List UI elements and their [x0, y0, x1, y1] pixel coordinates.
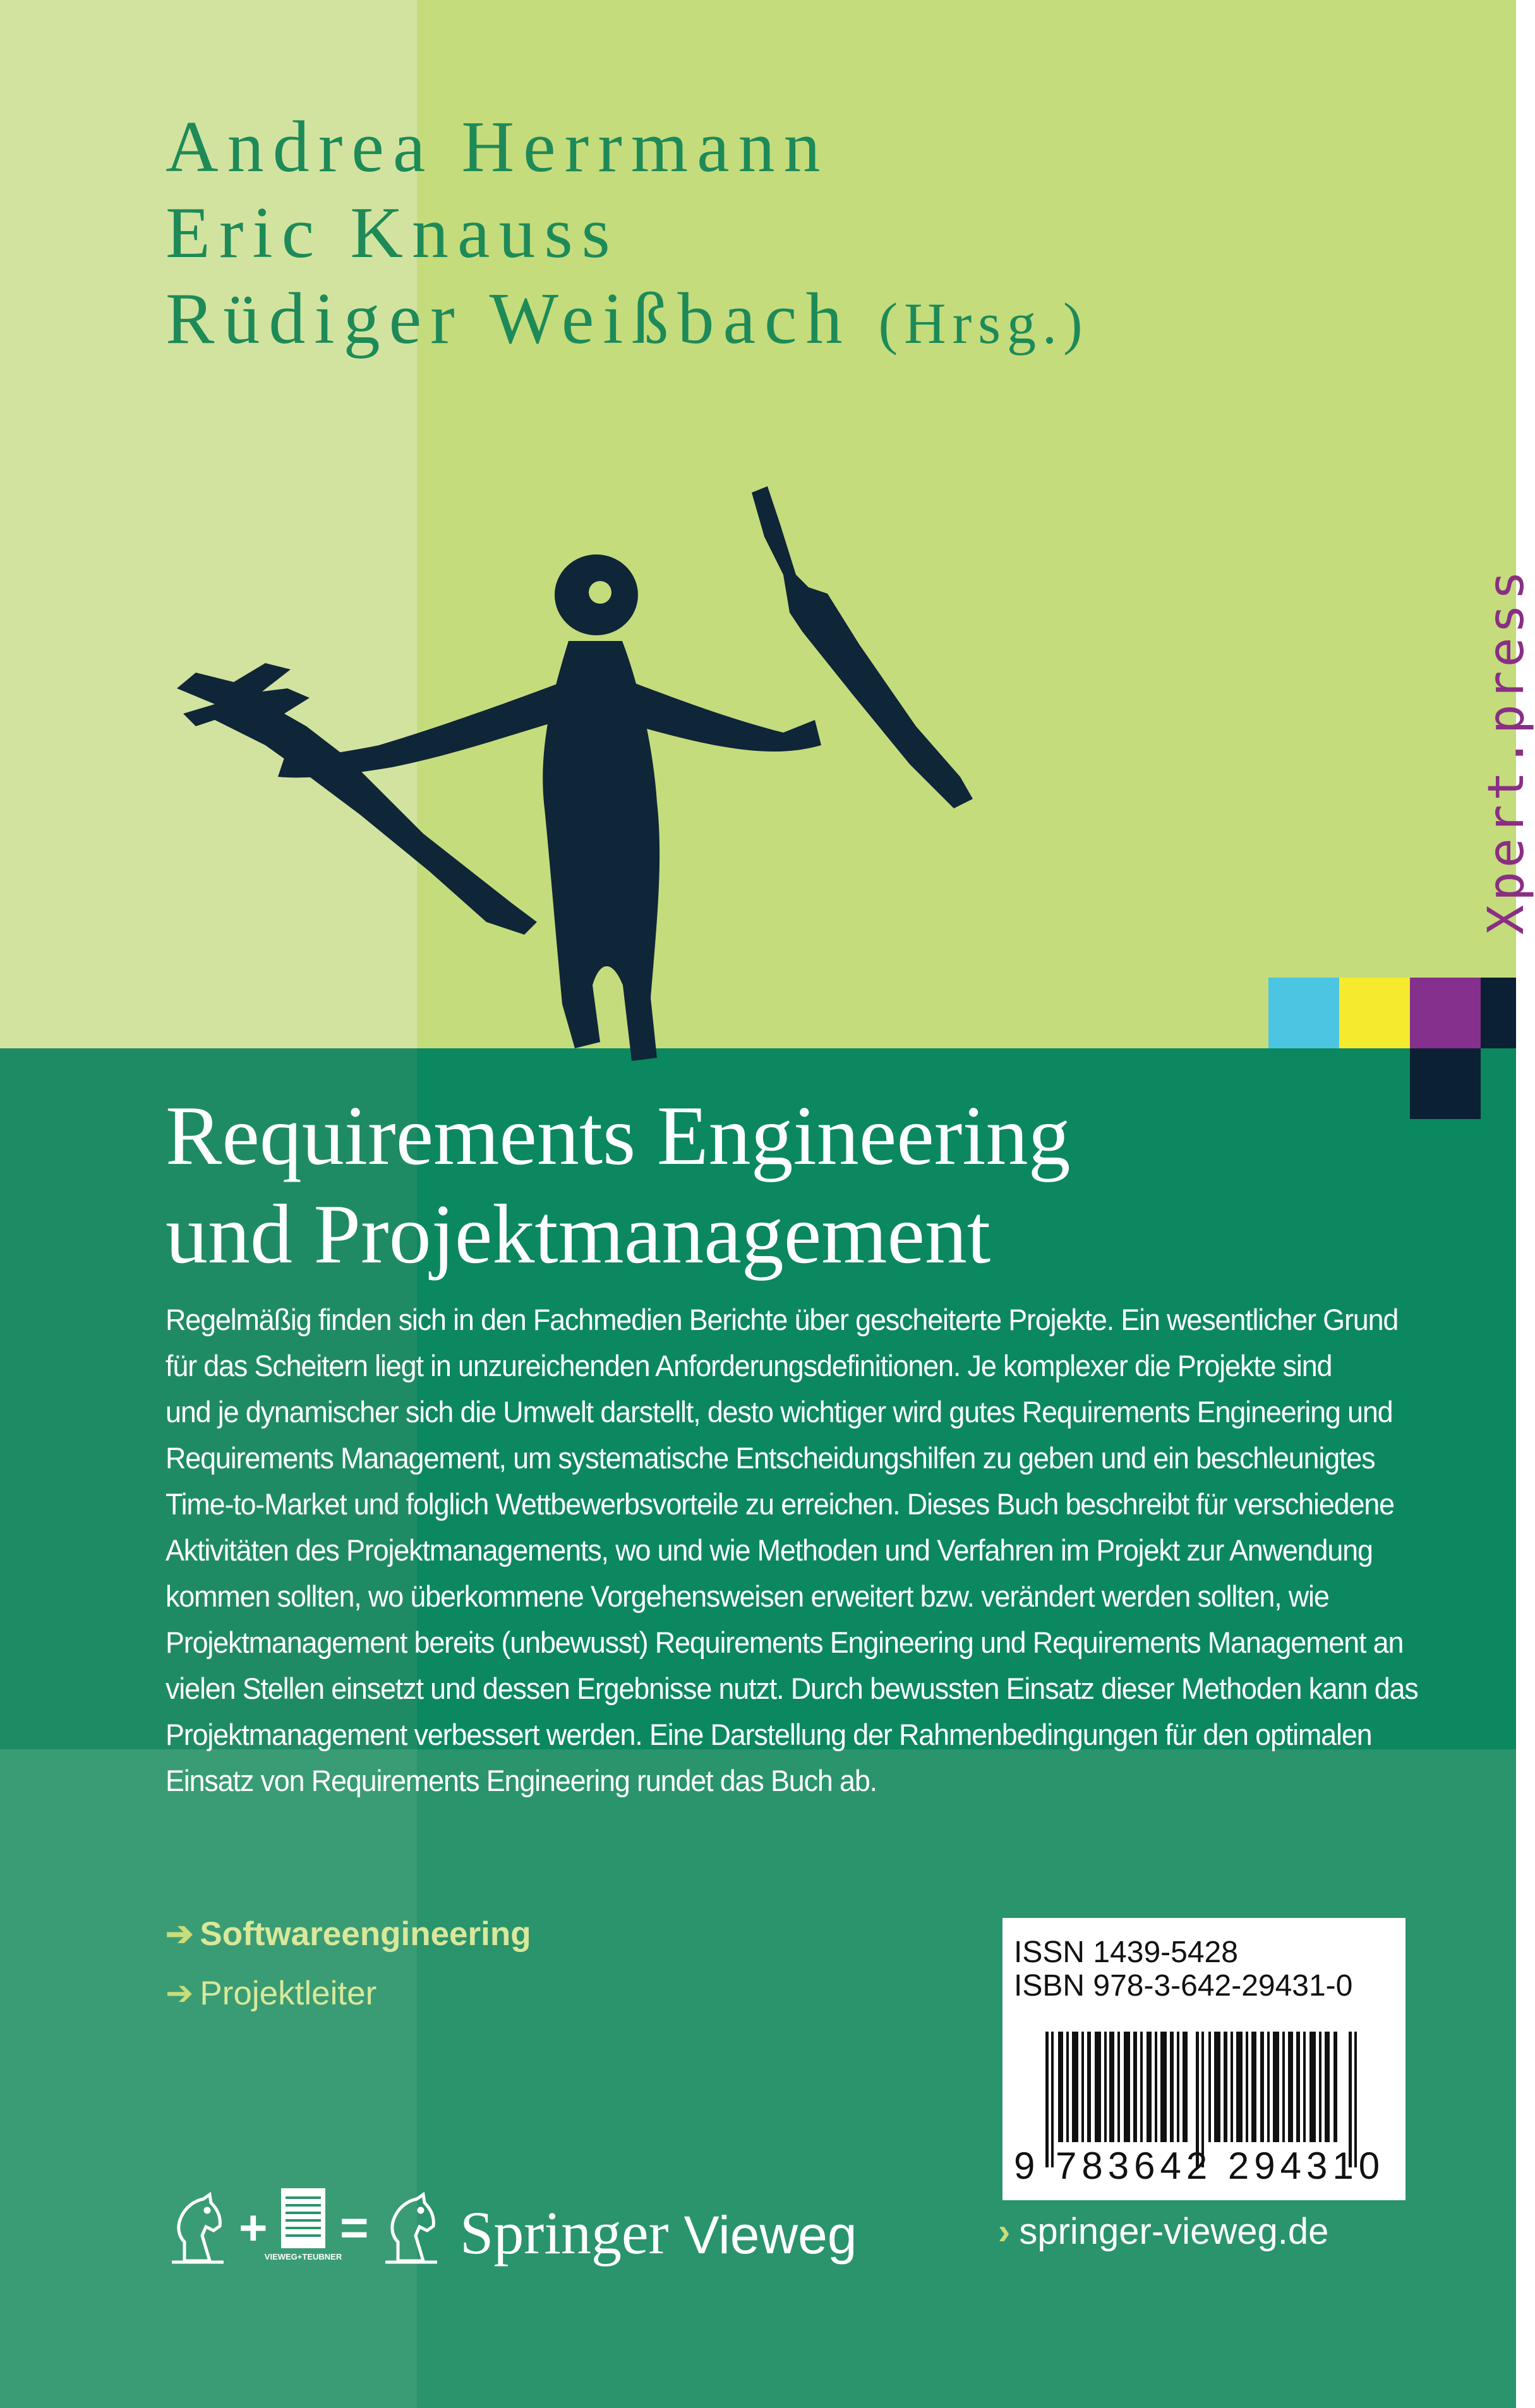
color-square-cyan	[1268, 978, 1339, 1048]
description-line: für das Scheitern liegt in unzureichenden Anforderungsdefinitionen. Je komplexer die Projekte sind	[166, 1349, 1332, 1382]
publisher-url: springer-vieweg.de	[1019, 2211, 1329, 2252]
springer-horse-icon	[379, 2191, 442, 2267]
author-name	[166, 276, 1089, 366]
barcode-panel	[1002, 1918, 1406, 2200]
category-projektleiter	[166, 1974, 376, 2013]
author-name: Andrea Herrmann	[166, 107, 829, 188]
series-label: Xpert.press	[1478, 566, 1535, 935]
category-label: Projektleiter	[200, 1975, 377, 2012]
barcode-number: 9 783642 294310	[1014, 2145, 1385, 2187]
category-label: Softwareengineering	[200, 1915, 531, 1953]
color-square-navy	[1481, 978, 1516, 1048]
description-line: vielen Stellen einsetzt und dessen Ergebnisse nutzt. Durch bewussten Einsatz dieser Methoden kann das	[166, 1672, 1418, 1705]
description-line: kommen sollten, wo überkommene Vorgehensweisen erweitert bzw. verändert werden sollten, wie	[166, 1579, 1329, 1613]
issn-number: ISSN 1439-5428	[1014, 1936, 1238, 1969]
arrow-right-icon: ➔	[166, 1975, 194, 2012]
description-line: Projektmanagement verbessert werden. Eine Darstellung der Rahmenbedingungen für den optimalen	[166, 1718, 1372, 1751]
description-line: Einsatz von Requirements Engineering rundet das Buch ab.	[166, 1764, 877, 1797]
springer-horse-icon	[166, 2191, 229, 2267]
color-square-yellow	[1339, 978, 1410, 1048]
chevron-right-icon: ›	[998, 2211, 1011, 2252]
description-line: Regelmäßig finden sich in den Fachmedien Berichte über gescheiterte Projekte. Ein wesentlicher Grund	[166, 1303, 1399, 1336]
arrow-right-icon: ➔	[166, 1915, 194, 1953]
plus-sign: +	[239, 2200, 268, 2255]
isbn-number: ISBN 978-3-642-29431-0	[1014, 1969, 1353, 2003]
petroglyph-figure-illustration	[158, 480, 1004, 1074]
category-softwareengineering	[166, 1915, 531, 1953]
publisher-wordmark	[460, 2198, 857, 2268]
book-title-line: Requirements Engineering	[166, 1089, 1071, 1182]
background-bottom-left	[0, 1749, 417, 2408]
author-name: Eric Knauss	[166, 193, 619, 273]
description-line: und je dynamischer sich die Umwelt darstellt, desto wichtiger wird gutes Requirements Engineering und	[166, 1395, 1393, 1429]
author-name-text: Rüdiger Weißbach	[166, 279, 852, 359]
book-title	[166, 1086, 1071, 1283]
color-square-navy-lower	[1410, 1048, 1481, 1119]
book-title-line: und Projektmanagement	[166, 1187, 991, 1281]
book-description	[166, 1297, 1418, 1804]
description-line: Aktivitäten des Projektmanagements, wo und wie Methoden und Verfahren im Projekt zur Anwendung	[166, 1533, 1373, 1567]
teubner-label: VIEWEG+TEUBNER	[264, 2252, 342, 2261]
description-line: Requirements Management, um systematische Entscheidungshilfen zu geben und ein beschleunigtes	[166, 1441, 1375, 1475]
editor-marker: (Hrsg.)	[878, 291, 1089, 356]
vieweg-teubner-logo-icon	[264, 2185, 342, 2270]
description-line: Time-to-Market und folglich Wettbewerbsvorteile zu erreichen. Dieses Buch beschreibt für verschiedene	[166, 1487, 1394, 1521]
author-list	[166, 104, 1089, 366]
publisher-imprint: Vieweg	[683, 2205, 857, 2265]
publisher-website	[998, 2210, 1328, 2253]
color-square-purple	[1410, 978, 1481, 1048]
publisher-name: Springer	[460, 2199, 669, 2267]
description-line: Projektmanagement bereits (unbewusst) Requirements Engineering und Requirements Management an	[166, 1626, 1404, 1659]
equals-sign: =	[340, 2200, 369, 2255]
